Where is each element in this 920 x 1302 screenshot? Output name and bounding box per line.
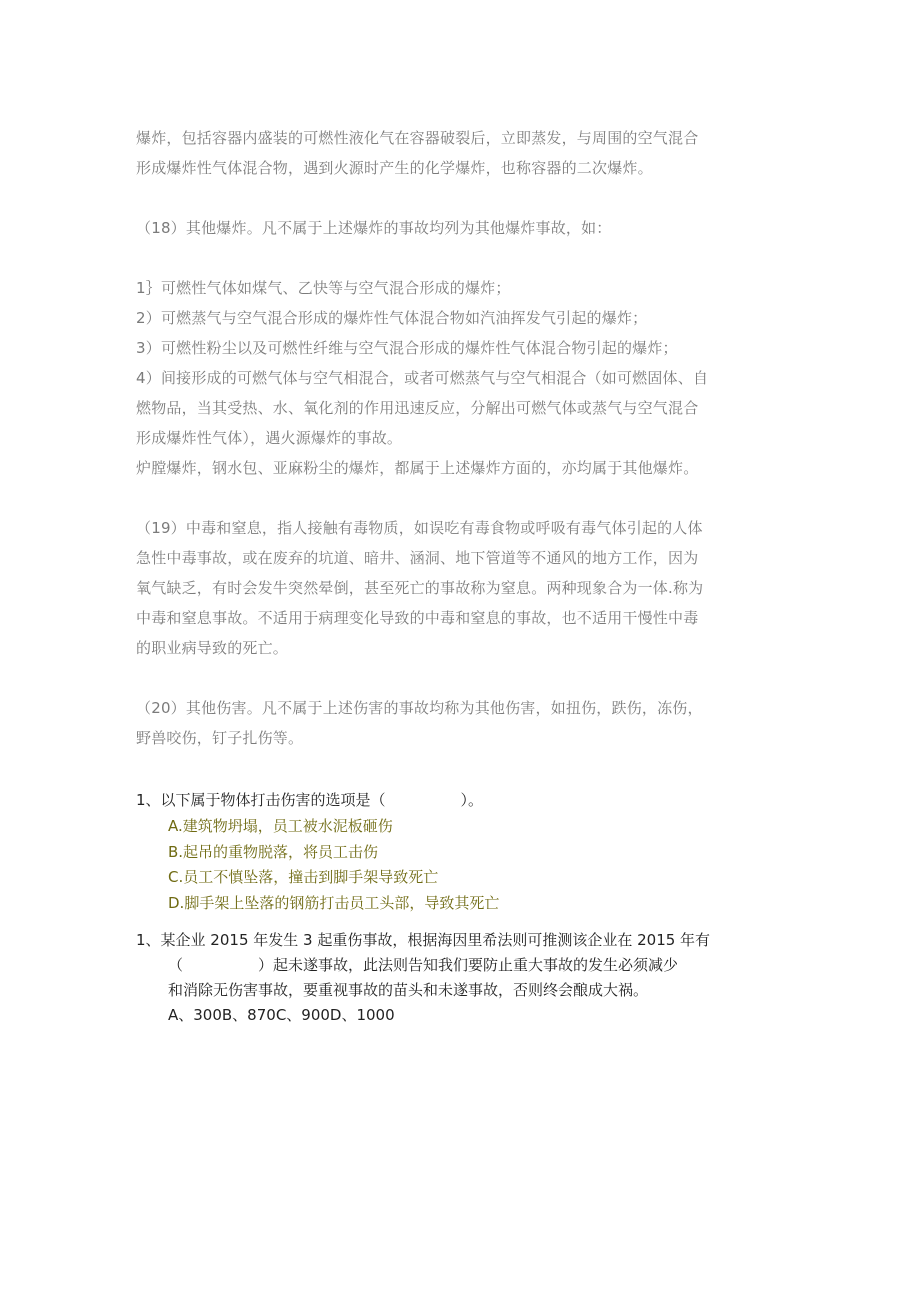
question-options: A、300B、870C、900D、1000 (168, 1006, 395, 1024)
list-item: 炉膛爆炸，钢水包、亚麻粉尘的爆炸，都属于上述爆炸方面的，亦均属于其他爆炸。 (136, 459, 699, 477)
paragraph-line: 急性中毒事故，或在废弃的坑道、暗井、涵洞、地下管道等不通风的地方工作，因为 (136, 549, 699, 567)
list-item: 燃物品，当其受热、水、氧化剂的作用迅速反应，分解出可燃气体或蒸气与空气混合 (136, 399, 699, 417)
paragraph-line: （19）中毒和窒息，指人接触有毒物质，如误吃有毒食物或呼吸有毒气体引起的人体 (136, 519, 703, 537)
paragraph-line: 爆炸，包括容器内盛装的可燃性液化气在容器破裂后，立即蒸发，与周围的空气混合 (136, 129, 699, 147)
paragraph-line: 的职业病导致的死亡。 (136, 639, 289, 657)
option-b: B.起吊的重物脱落，将员工击伤 (168, 843, 379, 861)
paragraph-line: 氧气缺乏，有时会发牛突然晕倒，甚至死亡的事故称为窒息。两种现象合为一体.称为 (136, 579, 704, 597)
list-item: 1｝可燃性气体如煤气、乙快等与空气混合形成的爆炸； (136, 279, 511, 297)
list-item: 3）可燃性粉尘以及可燃性纤维与空气混合形成的爆炸性气体混合物引起的爆炸； (136, 339, 678, 357)
option-d: D.脚手架上坠落的钢筋打击员工头部，导致其死亡 (168, 894, 500, 912)
paragraph-line: （18）其他爆炸。凡不属于上述爆炸的事故均列为其他爆炸事故，如： (136, 219, 612, 237)
paragraph-line: 中毒和窒息事故。不适用于病理变化导致的中毒和窒息的事故，也不适用干慢性中毒 (136, 609, 699, 627)
question-stem-line: 和消除无伤害事故，要重视事故的苗头和未遂事故，否则终会酿成大祸。 (168, 981, 649, 999)
paragraph-line: 形成爆炸性气体混合物，遇到火源时产生的化学爆炸，也称容器的二次爆炸。 (136, 159, 653, 177)
list-item: 2）可燃蒸气与空气混合形成的爆炸性气体混合物如汽油挥发气引起的爆炸； (136, 309, 648, 327)
option-c: C.员工不慎坠落，撞击到脚手架导致死亡 (168, 868, 439, 886)
question-stem-line: （ ）起未遂事故，此法则告知我们要防止重大事故的发生必须减少 (168, 956, 679, 974)
question-stem: 1、以下属于物体打击伤害的选项是（ ）。 (136, 791, 484, 809)
option-a: A.建筑物坍塌，员工被水泥板砸伤 (168, 817, 393, 835)
paragraph-line: （20）其他伤害。凡不属于上述伤害的事故均称为其他伤害，如扭伤，跌伤，冻伤， (136, 699, 703, 717)
question-stem-line: 1、某企业 2015 年发生 3 起重伤事故，根据海因里希法则可推测该企业在 2015 年有 (136, 931, 711, 949)
list-item: 4）间接形成的可燃气体与空气相混合，或者可燃蒸气与空气相混合（如可燃固体、自 (136, 369, 709, 387)
paragraph-line: 野兽咬伤，钉子扎伤等。 (136, 729, 304, 747)
list-item: 形成爆炸性气体），遇火源爆炸的事故。 (136, 429, 403, 447)
